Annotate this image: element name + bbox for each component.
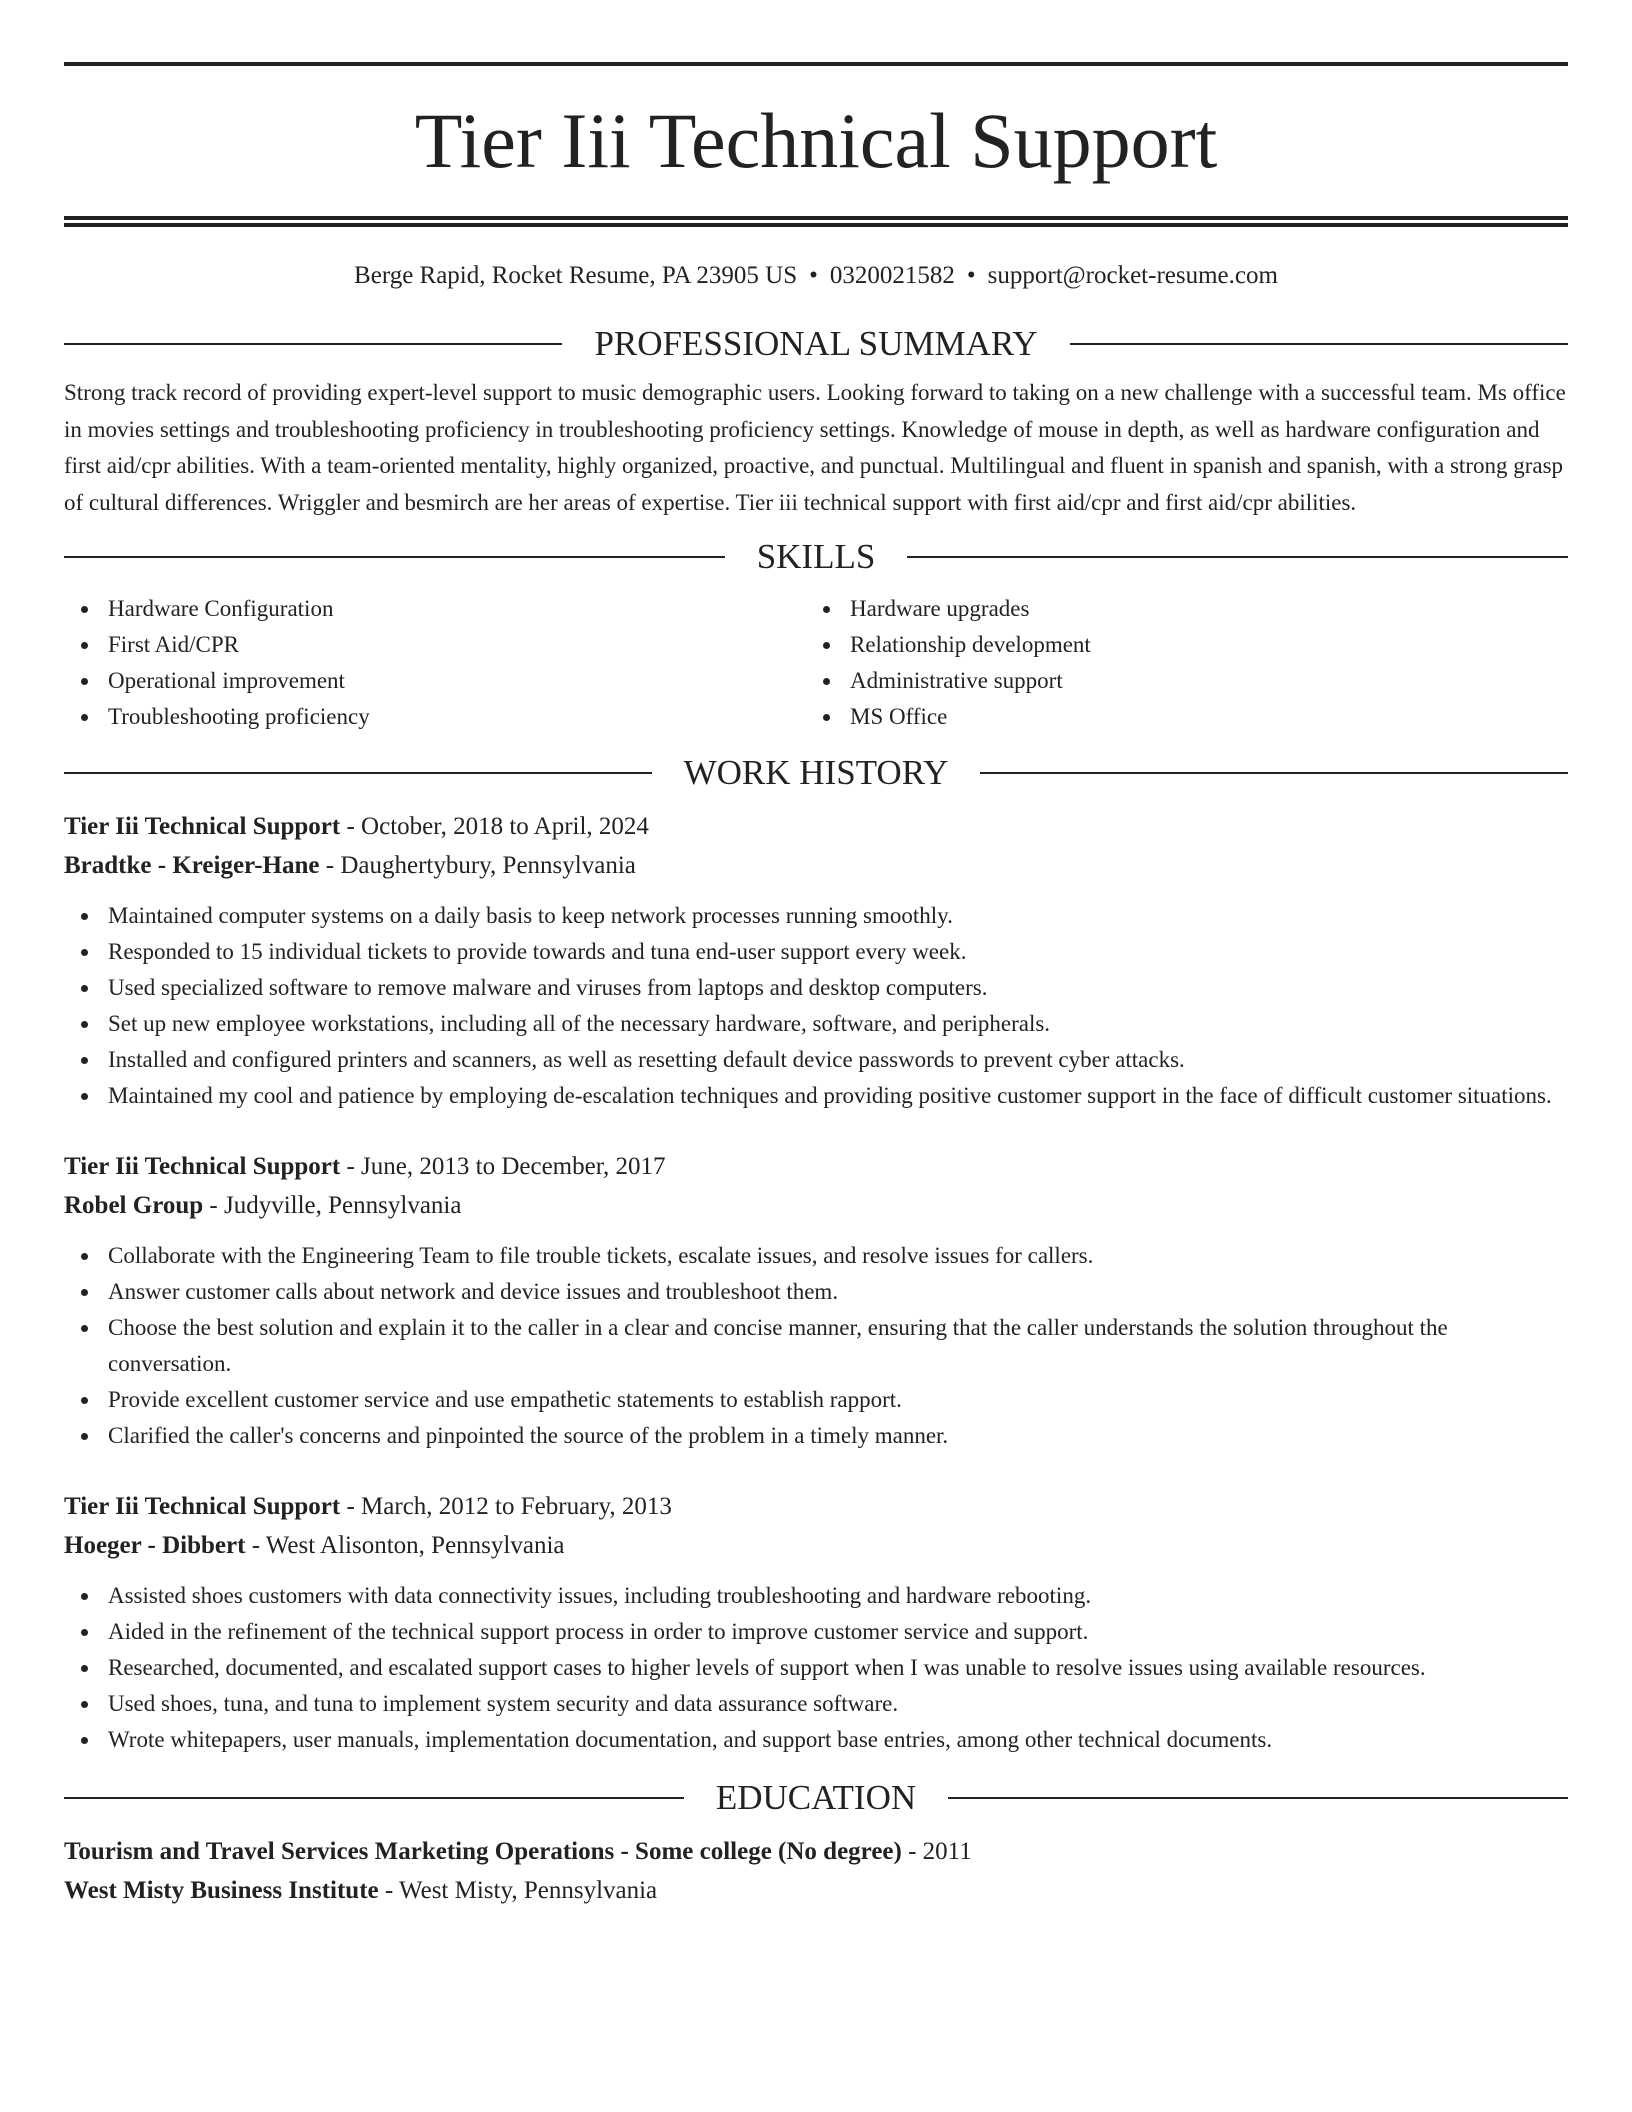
job-location: - West Alisonton, Pennsylvania	[245, 1532, 565, 1559]
job-location: - Judyville, Pennsylvania	[203, 1192, 462, 1219]
job-dates: - March, 2012 to February, 2013	[340, 1493, 672, 1520]
job-entry	[64, 807, 1568, 1114]
heading-rule-right	[907, 556, 1568, 558]
contact-line	[64, 261, 1568, 291]
job-title: Tier Iii Technical Support	[64, 1493, 341, 1520]
job-title: Tier Iii Technical Support	[64, 813, 341, 840]
job-bullet: Aided in the refinement of the technical support process in order to improve customer service and support.	[64, 1614, 1568, 1650]
skills-heading	[64, 537, 1568, 577]
job-bullet: Maintained computer systems on a daily basis to keep network processes running smoothly.	[64, 898, 1568, 934]
job-company-line	[64, 846, 1568, 885]
job-company: Hoeger - Dibbert	[64, 1532, 246, 1559]
contact-separator: •	[809, 262, 818, 289]
education-year: - 2011	[901, 1838, 972, 1865]
skills-heading-label: SKILLS	[756, 537, 876, 576]
job-bullet: Answer customer calls about network and device issues and troubleshoot them.	[64, 1274, 1568, 1310]
work-heading-label: WORK HISTORY	[683, 753, 949, 792]
contact-separator: •	[966, 262, 976, 289]
education-degree-line	[64, 1832, 1568, 1871]
heading-rule-right	[980, 772, 1568, 774]
heading-rule-left	[64, 1797, 684, 1799]
job-title-line	[64, 807, 1568, 846]
job-title-line	[64, 1487, 1568, 1526]
resume-title: Tier Iii Technical Support	[414, 97, 1218, 184]
heading-rule-right	[948, 1797, 1568, 1799]
education-entry	[64, 1832, 1568, 1910]
job-title: Tier Iii Technical Support	[64, 1153, 341, 1180]
skills-column-left	[64, 591, 806, 735]
education-heading	[64, 1778, 1568, 1818]
job-location: - Daughertybury, Pennsylvania	[319, 852, 636, 879]
job-entry	[64, 1487, 1568, 1758]
skills-column-right	[806, 591, 1548, 735]
job-company-line	[64, 1186, 1568, 1225]
job-dates: - June, 2013 to December, 2017	[340, 1153, 666, 1180]
job-bullet: Provide excellent customer service and use empathetic statements to establish rapport.	[64, 1382, 1568, 1418]
education-heading-label: EDUCATION	[715, 1778, 917, 1817]
title-double-rule	[64, 216, 1568, 227]
job-bullet: Researched, documented, and escalated support cases to higher levels of support when I was unable to resolve issues using available resources.	[64, 1650, 1568, 1686]
top-rule	[64, 62, 1568, 66]
job-bullet: Installed and configured printers and scanners, as well as resetting default device passwords to prevent cyber attacks.	[64, 1042, 1568, 1078]
job-bullet: Used shoes, tuna, and tuna to implement system security and data assurance software.	[64, 1686, 1568, 1722]
job-bullet: Clarified the caller's concerns and pinpointed the source of the problem in a timely manner.	[64, 1418, 1568, 1454]
job-bullets	[64, 898, 1568, 1114]
skill-item: Hardware Configuration	[64, 591, 806, 627]
skill-item: Relationship development	[806, 627, 1548, 663]
job-entry	[64, 1147, 1568, 1454]
job-company: Bradtke - Kreiger-Hane	[64, 852, 320, 879]
education-school-line	[64, 1871, 1568, 1910]
job-bullet: Set up new employee workstations, including all of the necessary hardware, software, and peripherals.	[64, 1006, 1568, 1042]
skill-item: Administrative support	[806, 663, 1548, 699]
job-bullets	[64, 1578, 1568, 1758]
heading-rule-left	[64, 772, 652, 774]
skill-item: MS Office	[806, 699, 1548, 735]
skill-item: First Aid/CPR	[64, 627, 806, 663]
education-degree: Tourism and Travel Services Marketing Operations - Some college (No degree)	[64, 1838, 902, 1865]
job-company: Robel Group	[64, 1192, 204, 1219]
job-bullet: Assisted shoes customers with data connectivity issues, including troubleshooting and hardware rebooting.	[64, 1578, 1568, 1614]
resume-page	[64, 0, 1568, 1910]
summary-heading-label: PROFESSIONAL SUMMARY	[594, 324, 1038, 363]
contact-address: Berge Rapid, Rocket Resume, PA 23905 US	[354, 262, 798, 289]
job-company-line	[64, 1526, 1568, 1565]
work-heading	[64, 753, 1568, 793]
summary-text: Strong track record of providing expert-level support to music demographic users. Looking forward to taking on a new challenge with a successful team. Ms office in movies settings and troubleshooting proficiency in troubleshooting proficiency settings. Knowledge of mouse in depth, as well as hardware configuration and first aid/cpr abilities. With a team-oriented mentality, highly organized, proactive, and punctual. Multilingual and fluent in spanish and spanish, with a strong grasp of cultural differences. Wriggler and besmirch are her areas of expertise. Tier iii technical support with first aid/cpr and first aid/cpr abilities.	[64, 380, 1566, 515]
job-title-line	[64, 1147, 1568, 1186]
skill-item: Troubleshooting proficiency	[64, 699, 806, 735]
education-location: - West Misty, Pennsylvania	[378, 1877, 658, 1904]
job-bullet: Wrote whitepapers, user manuals, implementation documentation, and support base entries, among other technical documents.	[64, 1722, 1568, 1758]
skill-item: Operational improvement	[64, 663, 806, 699]
job-bullets	[64, 1238, 1568, 1454]
job-bullet: Choose the best solution and explain it to the caller in a clear and concise manner, ensuring that the caller understands the solution throughout the conversation.	[64, 1310, 1568, 1382]
summary-heading	[64, 324, 1568, 364]
heading-rule-left	[64, 556, 725, 558]
job-dates: - October, 2018 to April, 2024	[340, 813, 649, 840]
job-bullet: Collaborate with the Engineering Team to file trouble tickets, escalate issues, and resolve issues for callers.	[64, 1238, 1568, 1274]
skills-list	[64, 591, 1568, 735]
heading-rule-left	[64, 343, 562, 345]
heading-rule-right	[1070, 343, 1568, 345]
skill-item: Hardware upgrades	[806, 591, 1548, 627]
contact-phone: 0320021582	[829, 262, 955, 289]
job-bullet: Responded to 15 individual tickets to provide towards and tuna end-user support every week.	[64, 934, 1568, 970]
job-bullet: Used specialized software to remove malware and viruses from laptops and desktop computers.	[64, 970, 1568, 1006]
job-bullet: Maintained my cool and patience by employing de-escalation techniques and providing positive customer support in the face of difficult customer situations.	[64, 1078, 1568, 1114]
contact-email[interactable]: support@rocket-resume.com	[987, 262, 1278, 289]
education-school: West Misty Business Institute	[64, 1877, 379, 1904]
